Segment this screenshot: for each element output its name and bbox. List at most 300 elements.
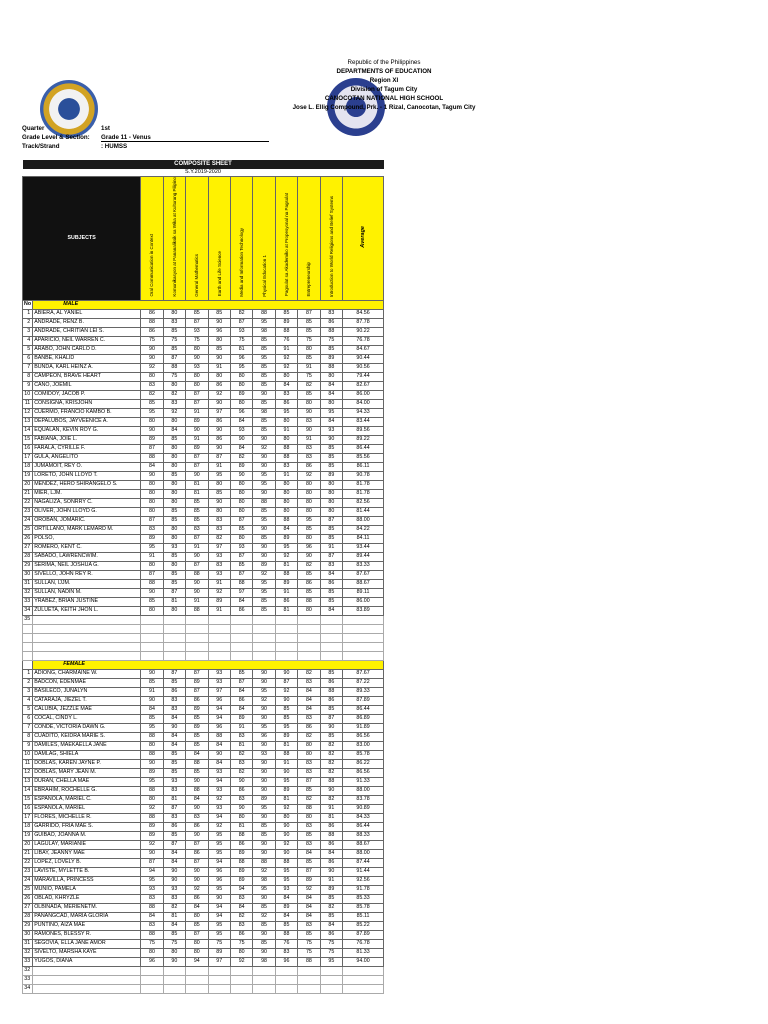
grade-cell: 86	[320, 930, 342, 939]
student-row	[23, 957, 384, 966]
student-row	[23, 579, 384, 588]
grade-cell: 97	[208, 408, 230, 417]
grade-cell: 85	[163, 768, 185, 777]
average-cell: 85.56	[343, 453, 384, 462]
student-name: YRABEZ, BRIAN JUSTINE	[33, 597, 141, 606]
grade-cell: 91	[186, 543, 208, 552]
student-name: SULLAN, NADIN M.	[33, 588, 141, 597]
student-number: 31	[23, 939, 33, 948]
student-name: CONSIGNA, KRISJOHN	[33, 399, 141, 408]
student-row	[23, 363, 384, 372]
grade-cell: 90	[253, 543, 275, 552]
grade-cell: 80	[275, 813, 297, 822]
student-name: DAMLAG, SHIELA	[33, 750, 141, 759]
grade-cell: 85	[320, 705, 342, 714]
grade-cell: 90	[141, 354, 163, 363]
student-row	[23, 678, 384, 687]
grade-cell: 91	[186, 597, 208, 606]
average-cell: 79.44	[343, 372, 384, 381]
grade-cell: 91	[208, 579, 230, 588]
grade-cell: 90	[163, 876, 185, 885]
grade-cell: 83	[298, 714, 320, 723]
student-name: CATARAJA, JIEZEL T.	[33, 696, 141, 705]
empty-cell	[298, 642, 320, 651]
grade-cell: 80	[298, 480, 320, 489]
grade-cell: 90	[208, 750, 230, 759]
empty-cell	[343, 642, 384, 651]
grade-cell: 83	[298, 453, 320, 462]
grade-cell: 80	[298, 813, 320, 822]
grade-cell: 80	[275, 372, 297, 381]
grade-cell: 90	[208, 498, 230, 507]
grade-cell: 84	[275, 381, 297, 390]
grade-cell: 85	[253, 381, 275, 390]
grade-cell: 84	[186, 903, 208, 912]
average-cell: 81.78	[343, 480, 384, 489]
grade-cell: 85	[186, 741, 208, 750]
grade-cell: 80	[186, 948, 208, 957]
grade-cell: 83	[208, 516, 230, 525]
grade-cell: 83	[275, 462, 297, 471]
grade-cell: 85	[163, 327, 185, 336]
average-cell: 91.33	[343, 777, 384, 786]
grade-cell: 86	[275, 399, 297, 408]
grade-cell: 75	[298, 948, 320, 957]
quarter-label: Quarter	[22, 125, 45, 132]
empty-cell	[320, 984, 342, 993]
grade-cell: 95	[253, 471, 275, 480]
student-row	[23, 345, 384, 354]
grade-cell: 92	[298, 885, 320, 894]
average-cell: 83.33	[343, 561, 384, 570]
subject-name: General Mathematics	[194, 253, 200, 297]
grade-cell: 98	[253, 876, 275, 885]
grade-cell: 89	[141, 831, 163, 840]
student-row	[23, 921, 384, 930]
grade-cell: 84	[208, 759, 230, 768]
grade-cell: 93	[208, 570, 230, 579]
student-name: LOPEZ, LOVELY B.	[33, 858, 141, 867]
student-row	[23, 588, 384, 597]
average-cell: 81.78	[343, 489, 384, 498]
grade-cell: 90	[253, 462, 275, 471]
empty-cell	[163, 966, 185, 975]
student-name: EQUALAN, KEVIN ROY G.	[33, 426, 141, 435]
empty-cell	[186, 633, 208, 642]
grade-cell: 91	[275, 588, 297, 597]
grade-cell: 80	[163, 417, 185, 426]
grade-cell: 80	[298, 498, 320, 507]
grade-cell: 84	[163, 714, 185, 723]
grade-cell: 83	[320, 561, 342, 570]
grade-cell: 92	[253, 444, 275, 453]
grade-cell: 75	[163, 372, 185, 381]
student-row	[23, 498, 384, 507]
grade-cell: 88	[230, 831, 252, 840]
grade-cell: 80	[186, 345, 208, 354]
grade-cell: 82	[230, 309, 252, 318]
empty-cell	[208, 615, 230, 624]
average-cell: 85.22	[343, 921, 384, 930]
student-row	[23, 849, 384, 858]
grade-cell: 83	[141, 381, 163, 390]
grade-cell: 91	[275, 345, 297, 354]
grade-cell: 87	[230, 678, 252, 687]
average-cell: 89.11	[343, 588, 384, 597]
grade-cell: 80	[141, 372, 163, 381]
grade-cell: 93	[275, 885, 297, 894]
grade-cell: 84	[320, 849, 342, 858]
grade-cell: 80	[275, 435, 297, 444]
grade-cell: 76	[275, 336, 297, 345]
grade-cell: 90	[208, 399, 230, 408]
average-cell: 84.22	[343, 525, 384, 534]
grade-cell: 88	[253, 309, 275, 318]
empty-cell	[186, 615, 208, 624]
grade-cell: 86	[208, 381, 230, 390]
grade-cell: 90	[186, 876, 208, 885]
grade-cell: 84	[163, 732, 185, 741]
grade-cell: 88	[320, 327, 342, 336]
header-line-2: DEPARTMENTS OF EDUCATION	[336, 68, 432, 75]
grade-cell: 82	[298, 732, 320, 741]
grade-cell: 80	[275, 498, 297, 507]
grade-cell: 88	[230, 579, 252, 588]
header-line-4: Division of Tagum City	[350, 86, 418, 93]
grade-cell: 85	[298, 318, 320, 327]
student-row	[23, 822, 384, 831]
grade-cell: 88	[320, 831, 342, 840]
grade-cell: 90	[253, 705, 275, 714]
student-name: ORTILLANO, MARK LEMARD M.	[33, 525, 141, 534]
empty-cell	[343, 633, 384, 642]
grade-cell: 86	[186, 894, 208, 903]
grade-cell: 83	[163, 696, 185, 705]
subjects-label: SUBJECTS	[23, 177, 141, 301]
blank-row	[23, 966, 384, 975]
grade-cell: 75	[298, 372, 320, 381]
grade-cell: 94	[208, 714, 230, 723]
student-name: SULLAN, IJJM.	[33, 579, 141, 588]
grade-cell: 89	[141, 768, 163, 777]
grade-cell: 87	[141, 858, 163, 867]
grade-cell: 87	[163, 804, 185, 813]
quarter-row	[22, 124, 110, 133]
student-number	[23, 651, 33, 660]
grade-cell: 89	[230, 849, 252, 858]
student-number: 32	[23, 588, 33, 597]
grade-cell: 87	[298, 867, 320, 876]
grade-cell: 90	[186, 354, 208, 363]
grade-cell: 80	[163, 606, 185, 615]
grade-cell: 84	[320, 606, 342, 615]
empty-cell	[33, 966, 141, 975]
empty-cell	[230, 984, 252, 993]
grade-cell: 90	[253, 777, 275, 786]
grade-cell: 87	[186, 390, 208, 399]
student-name: SIVELTO, MARSHA KAYE	[33, 948, 141, 957]
student-row	[23, 813, 384, 822]
grade-cell: 92	[208, 588, 230, 597]
grade-cell: 84	[186, 750, 208, 759]
subject-name: Oral Communication in Context	[149, 234, 155, 297]
grade-cell: 90	[253, 525, 275, 534]
average-cell: 83.00	[343, 741, 384, 750]
average-cell: 89.22	[343, 435, 384, 444]
grade-cell: 88	[208, 732, 230, 741]
grade-cell: 80	[230, 498, 252, 507]
grade-cell: 76	[275, 939, 297, 948]
grade-cell: 88	[141, 903, 163, 912]
student-name: FABIANA, JOIE L.	[33, 435, 141, 444]
average-cell: 91.78	[343, 885, 384, 894]
grade-cell: 84	[298, 696, 320, 705]
empty-cell	[275, 984, 297, 993]
grade-cell: 94	[208, 903, 230, 912]
grade-cell: 92	[141, 363, 163, 372]
grade-cell: 85	[298, 786, 320, 795]
grade-cell: 88	[320, 363, 342, 372]
grade-cell: 96	[230, 354, 252, 363]
grade-cell: 84	[275, 525, 297, 534]
grade-cell: 90	[208, 318, 230, 327]
student-row	[23, 840, 384, 849]
grade-cell: 85	[186, 498, 208, 507]
grade-cell: 86	[208, 417, 230, 426]
grade-cell: 90	[253, 489, 275, 498]
grade-cell: 87	[186, 840, 208, 849]
average-cell: 87.22	[343, 678, 384, 687]
grade-cell: 82	[230, 750, 252, 759]
empty-cell	[320, 651, 342, 660]
empty-cell	[230, 633, 252, 642]
subject-name: Pagsulat sa Akademiko at Propesyonal na Pagsulat	[283, 193, 289, 297]
grade-cell: 90	[298, 552, 320, 561]
student-row	[23, 525, 384, 534]
student-name: CUERMO, FRANCIO KAMBO B.	[33, 408, 141, 417]
average-cell: 86.00	[343, 390, 384, 399]
grade-cell: 91	[298, 363, 320, 372]
grade-cell: 96	[141, 957, 163, 966]
average-cell: 87.67	[343, 570, 384, 579]
average-cell: 91.89	[343, 723, 384, 732]
student-name: EBRAHIM, ROCHELLE G.	[33, 786, 141, 795]
average-cell: 90.56	[343, 363, 384, 372]
header-line-1: Republic of the Philippines	[347, 59, 421, 66]
grade-cell: 85	[320, 669, 342, 678]
grade-cell: 84	[163, 849, 185, 858]
empty-cell	[275, 975, 297, 984]
grade-cell: 86	[320, 318, 342, 327]
grade-cell: 90	[298, 426, 320, 435]
student-row	[23, 471, 384, 480]
grade-cell: 81	[275, 606, 297, 615]
grade-cell: 92	[230, 957, 252, 966]
grade-cell: 88	[141, 750, 163, 759]
student-row	[23, 876, 384, 885]
grade-cell: 80	[230, 489, 252, 498]
grade-cell: 94	[186, 957, 208, 966]
grade-cell: 90	[163, 957, 185, 966]
grade-cell: 83	[298, 759, 320, 768]
grade-cell: 92	[141, 804, 163, 813]
empty-cell	[33, 984, 141, 993]
grade-cell: 82	[208, 534, 230, 543]
subject-name: Physical Education 1	[261, 254, 267, 297]
grade-cell: 80	[163, 525, 185, 534]
grade-cell: 89	[208, 948, 230, 957]
grade-cell: 95	[275, 876, 297, 885]
student-row	[23, 444, 384, 453]
grade-cell: 87	[320, 516, 342, 525]
empty-cell	[320, 642, 342, 651]
empty-cell	[298, 624, 320, 633]
track-value: : HUMSS	[101, 143, 128, 150]
student-name: CONDE, VICTORIA DAWN G.	[33, 723, 141, 732]
student-number: 13	[23, 417, 33, 426]
empty-cell	[298, 651, 320, 660]
grade-cell: 89	[230, 876, 252, 885]
grade-cell: 85	[298, 390, 320, 399]
grade-cell: 85	[253, 831, 275, 840]
average-cell: 86.44	[343, 705, 384, 714]
student-name: BASILECO, JUNALYN	[33, 687, 141, 696]
grade-cell: 86	[230, 840, 252, 849]
student-number: 26	[23, 534, 33, 543]
grade-cell: 81	[230, 822, 252, 831]
student-name: ABIERA, AL YANIEL	[33, 309, 141, 318]
grade-cell: 84	[320, 390, 342, 399]
grade-cell: 95	[208, 885, 230, 894]
grade-cell: 90	[186, 426, 208, 435]
grade-cell: 88	[141, 318, 163, 327]
grade-cell: 85	[320, 588, 342, 597]
student-number: 34	[23, 984, 33, 993]
student-row	[23, 903, 384, 912]
student-name: YUGOS, DIANA	[33, 957, 141, 966]
grade-cell: 90	[230, 804, 252, 813]
grade-cell: 80	[163, 480, 185, 489]
grade-cell: 92	[208, 795, 230, 804]
student-name: FLORES, MICHELLE R.	[33, 813, 141, 822]
grade-cell: 90	[275, 669, 297, 678]
student-row	[23, 831, 384, 840]
student-name: COMIDOY, JACOB P.	[33, 390, 141, 399]
grade-cell: 80	[141, 480, 163, 489]
grade-cell: 88	[141, 813, 163, 822]
grade-cell: 90	[141, 759, 163, 768]
grade-cell: 98	[253, 408, 275, 417]
grade-cell: 86	[230, 786, 252, 795]
grade-cell: 87	[186, 453, 208, 462]
student-number: 21	[23, 849, 33, 858]
grade-cell: 95	[275, 723, 297, 732]
header-line-3: Region XI	[369, 77, 399, 84]
subject-header	[320, 177, 342, 301]
empty-cell	[320, 615, 342, 624]
grade-cell: 75	[320, 939, 342, 948]
grade-cell: 90	[275, 849, 297, 858]
average-cell: 91.44	[343, 867, 384, 876]
grade-cell: 85	[320, 732, 342, 741]
grade-cell: 85	[253, 399, 275, 408]
blank-row	[23, 624, 384, 633]
grade-cell: 85	[186, 309, 208, 318]
grade-cell: 92	[208, 822, 230, 831]
empty-cell	[141, 966, 163, 975]
grade-cell: 85	[253, 822, 275, 831]
grade-cell: 88	[275, 930, 297, 939]
grade-cell: 88	[163, 363, 185, 372]
grade-cell: 80	[298, 399, 320, 408]
empty-cell	[320, 966, 342, 975]
grade-cell: 93	[320, 426, 342, 435]
grade-cell: 87	[186, 561, 208, 570]
grade-cell: 81	[163, 597, 185, 606]
grade-cell: 90	[275, 696, 297, 705]
grade-cell: 85	[275, 309, 297, 318]
grade-cell: 95	[298, 516, 320, 525]
grade-cell: 89	[186, 723, 208, 732]
grade-value: Grade 11 - Venus	[101, 134, 151, 141]
grade-cell: 85	[320, 534, 342, 543]
grade-cell: 86	[230, 696, 252, 705]
student-name: CALUBIA, JEZZLE MAE	[33, 705, 141, 714]
average-cell: 81.44	[343, 507, 384, 516]
empty-cell	[163, 615, 185, 624]
student-number: 5	[23, 705, 33, 714]
student-name: CAMPEON, BRAVE HEART	[33, 372, 141, 381]
subject-name: Introduction to World Religions and Belief Systems	[328, 195, 334, 297]
grade-cell: 82	[163, 390, 185, 399]
grade-cell: 90	[208, 894, 230, 903]
grade-cell: 80	[163, 561, 185, 570]
student-row	[23, 543, 384, 552]
grade-cell: 95	[230, 363, 252, 372]
grade-cell: 88	[275, 444, 297, 453]
grade-cell: 95	[253, 804, 275, 813]
grade-cell: 82	[141, 390, 163, 399]
grade-cell: 92	[253, 570, 275, 579]
student-number: 1	[23, 669, 33, 678]
student-number: 10	[23, 390, 33, 399]
empty-cell	[141, 633, 163, 642]
student-number: 14	[23, 786, 33, 795]
grade-cell: 91	[186, 408, 208, 417]
grade-cell: 92	[141, 840, 163, 849]
grade-cell: 85	[320, 345, 342, 354]
grade-cell: 81	[163, 795, 185, 804]
student-name: CUADITO, KEIDRA MARIE S.	[33, 732, 141, 741]
grade-cell: 93	[208, 678, 230, 687]
student-number: 24	[23, 876, 33, 885]
grade-cell: 80	[320, 507, 342, 516]
student-row	[23, 435, 384, 444]
grade-cell: 95	[208, 471, 230, 480]
blank-row	[23, 633, 384, 642]
grade-cell: 92	[186, 885, 208, 894]
student-row	[23, 858, 384, 867]
grade-cell: 96	[298, 543, 320, 552]
grade-cell: 80	[141, 417, 163, 426]
empty-cell	[298, 966, 320, 975]
average-cell: 88.67	[343, 840, 384, 849]
grade-cell: 90	[253, 768, 275, 777]
student-row	[23, 309, 384, 318]
student-number: 28	[23, 912, 33, 921]
grade-cell: 90	[141, 696, 163, 705]
grade-cell: 82	[163, 903, 185, 912]
